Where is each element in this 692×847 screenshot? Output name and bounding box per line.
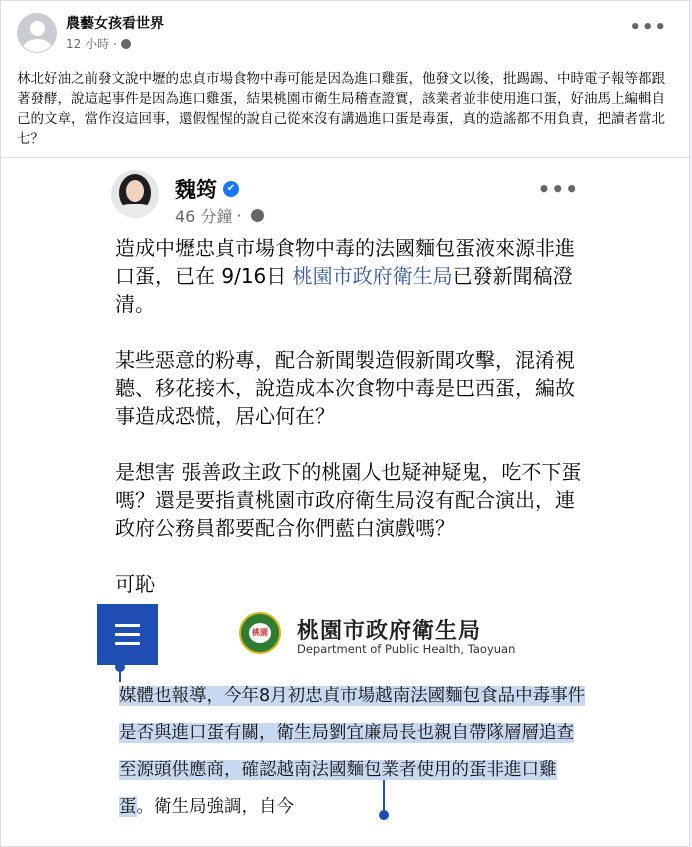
- post-text: 林北好油之前發文說中壢的忠貞市場食物中毒可能是因為進口雞蛋，他發文以後，批踢踢、中時電子報等都跟著發酵，說這起事件是因為進口雞蛋，結果桃園市衛生局稽查證實，該業者並非使用進口蛋，好油馬上編輯自己的文章，當作沒這回事，還假惺惺的說自己從來沒有講過進口蛋是毒蛋，真的造謠都不用負責，把讀者當北七？: [17, 71, 665, 147]
- paragraph-1-text: 造成中壢忠貞市場食物中毒的法國麵包蛋液來源非進口蛋，已在 9/16日: [115, 236, 575, 288]
- avatar-face: [126, 180, 144, 202]
- paragraph-1-end: 已發新聞稿澄清。: [115, 264, 573, 316]
- meta-separator: ·: [113, 37, 117, 51]
- screenshot-meta: [175, 204, 264, 227]
- paragraph-1: [115, 234, 585, 318]
- selection-end-handle: [379, 810, 389, 820]
- globe-icon: [121, 39, 131, 49]
- screenshot-post-body: [115, 234, 585, 626]
- health-bureau-seal: [239, 612, 281, 654]
- screenshot-time: 46 分鐘: [175, 207, 233, 226]
- paragraph-3: 是想害 張善政主政下的桃園人也疑神疑鬼，吃不下蛋嗎？還是要指責桃園市政府衛生局沒有配合演出，連政府公務員都要配合你們藍白演戲嗎？: [115, 460, 582, 540]
- post-time[interactable]: 12 小時: [66, 37, 110, 51]
- selection-end-line: [383, 780, 385, 814]
- health-bureau-link: 桃園市政府衛生局: [292, 264, 453, 288]
- paragraph-4: 可恥: [115, 572, 155, 596]
- remaining-text: 。衛生局強調，自今: [136, 797, 294, 817]
- shared-screenshot[interactable]: [97, 158, 597, 847]
- avatar-body: [23, 39, 52, 53]
- avatar-jacket: [115, 204, 155, 218]
- more-options-icon[interactable]: •••: [629, 17, 667, 38]
- menu-icon: [97, 604, 158, 665]
- seal-text: 桃園: [249, 623, 271, 643]
- author-avatar[interactable]: [17, 13, 57, 53]
- post-meta: [66, 36, 164, 52]
- screenshot-author-avatar: [111, 170, 159, 218]
- health-bureau-page: [97, 604, 597, 847]
- bureau-subtitle: Department of Public Health, Taoyuan: [297, 642, 516, 656]
- screenshot-author-label: 魏筠: [175, 178, 217, 202]
- bureau-title: 桃園市政府衛生局: [297, 619, 482, 644]
- screenshot-author-name: [175, 174, 239, 204]
- author-name[interactable]: 農藝女孩看世界: [66, 16, 164, 32]
- paragraph-2: 某些惡意的粉專，配合新聞製造假新聞攻擊，混淆視聽、移花接木，說造成本次食物中毒是巴西蛋，編故事造成恐慌，居心何在？: [115, 348, 575, 428]
- bureau-press-text: [119, 678, 589, 826]
- globe-icon: [251, 209, 264, 222]
- author-block: [66, 15, 164, 52]
- verified-badge-icon: ✔: [223, 181, 239, 197]
- meta-separator: ·: [236, 206, 242, 225]
- highlighted-text: 媒體也報導，今年8月初忠貞市場越南法國麵包食品中毒事件是否與進口蛋有關，衛生局劉宜廉局長也親自帶隊層層追查至源頭供應商，確認越南法國麵包業者使用的蛋非進口雞蛋: [119, 686, 586, 817]
- post-header: [17, 13, 164, 53]
- more-options-icon: •••: [537, 177, 579, 201]
- avatar-head: [30, 21, 45, 36]
